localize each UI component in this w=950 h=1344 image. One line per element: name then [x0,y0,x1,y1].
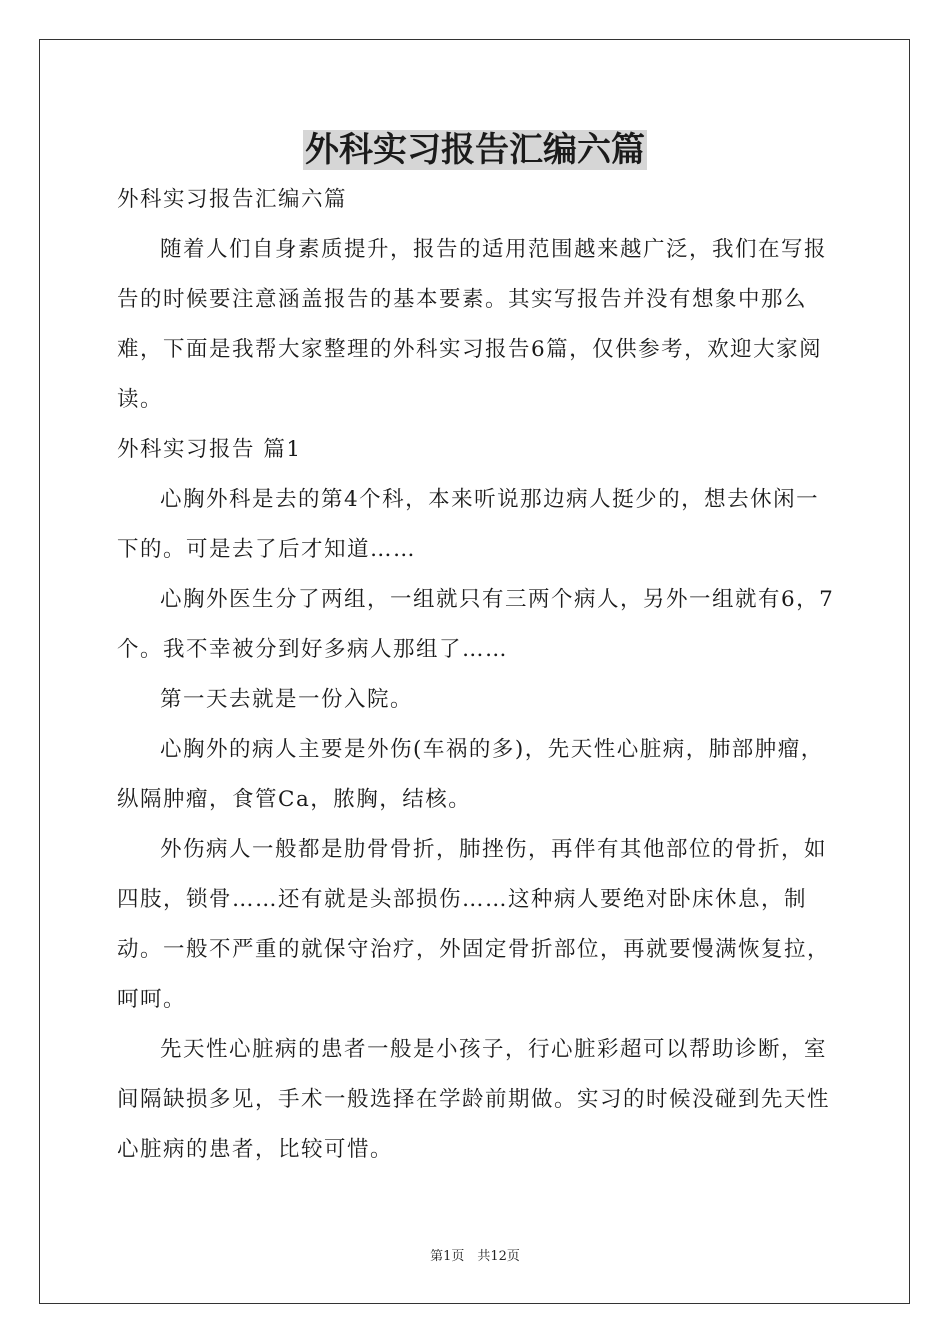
paragraph-intro: 随着人们自身素质提升，报告的适用范围越来越广泛，我们在写报告的时候要注意涵盖报告的基本要素。其实写报告并没有想象中那么难，下面是我帮大家整理的外科实习报告6篇，仅供参考，欢迎大家阅读。 [117,237,828,412]
document-body [117,175,839,1175]
paragraph: 心胸外科是去的第4个科，本来听说那边病人挺少的，想去休闲一下的。可是去了后才知道…… [117,487,820,562]
document-title-text: 外科实习报告汇编六篇 [305,130,645,170]
paragraph: 心胸外的病人主要是外伤(车祸的多)，先天性心脏病，肺部肿瘤，纵隔肿瘤，食管Ca，脓胸，结核。 [117,737,824,812]
paragraph: 外伤病人一般都是肋骨骨折，肺挫伤，再伴有其他部位的骨折，如四肢，锁骨……还有就是头部损伤……这种病人要绝对卧床休息，制动。一般不严重的就保守治疗，外固定骨折部位，再就要慢满恢复拉，呵呵。 [117,837,831,1012]
page-number-footer: 第1页 共12页 [430,1249,520,1264]
section-heading: 外科实习报告 篇1 [117,437,302,462]
paragraph: 先天性心脏病的患者一般是小孩子，行心脏彩超可以帮助诊断，室间隔缺损多见，手术一般选择在学龄前期做。实习的时候没碰到先天性心脏病的患者，比较可惜。 [117,1037,831,1162]
paragraph: 心胸外医生分了两组，一组就只有三两个病人，另外一组就有6，7个。我不幸被分到好多病人那组了…… [117,587,835,662]
paragraph-subtitle: 外科实习报告汇编六篇 [117,187,348,212]
document-title [0,128,950,172]
paragraph: 第一天去就是一份入院。 [160,687,414,712]
